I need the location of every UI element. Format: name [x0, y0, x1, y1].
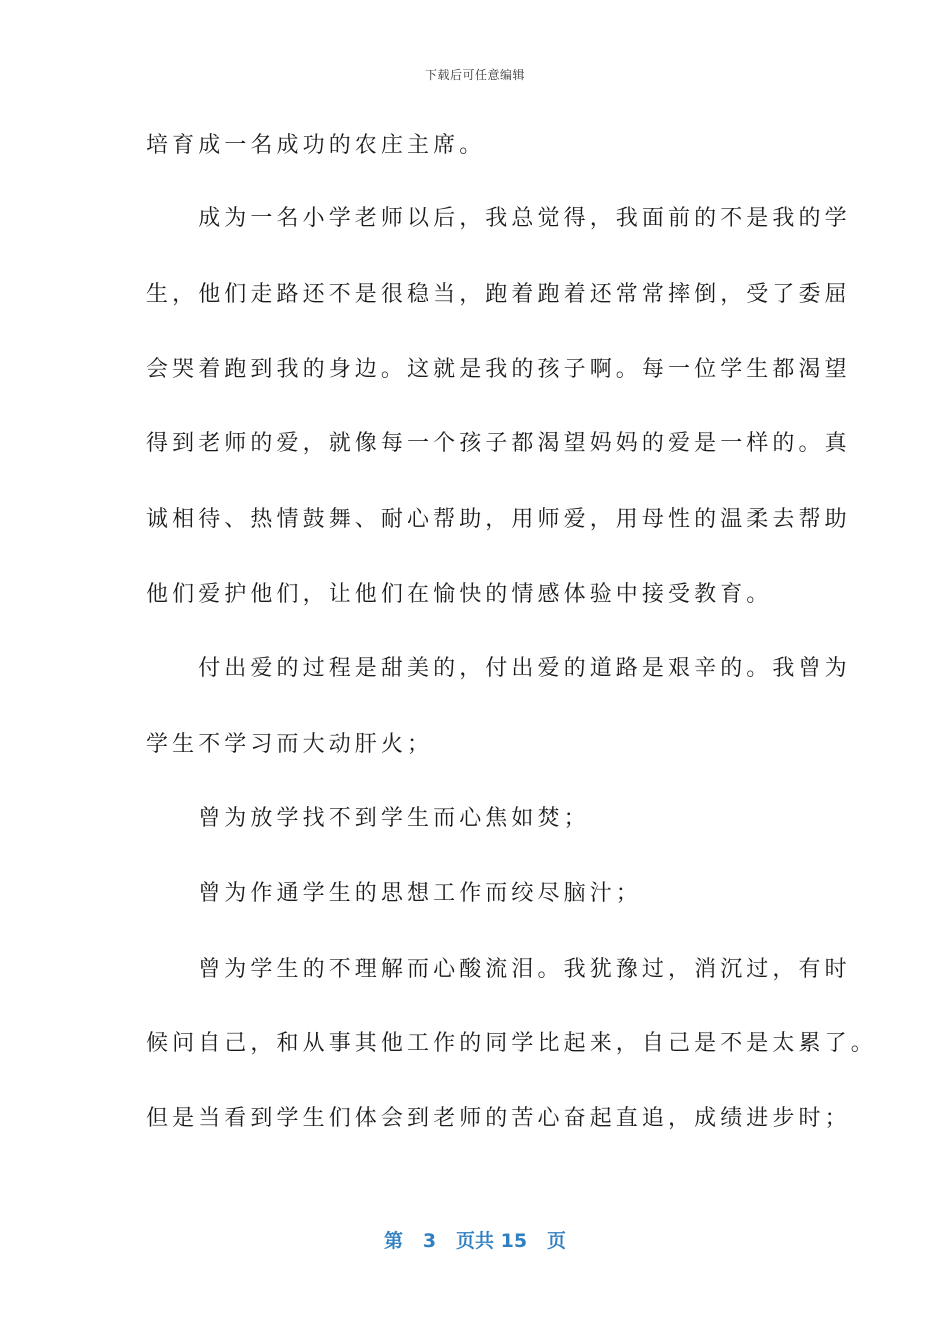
- body-line-5: 得到老师的爱，就像每一个孩子都渴望妈妈的爱是一样的。真: [146, 431, 851, 456]
- body-line-3: 生，他们走路还不是很稳当，跑着跑着还常常摔倒，受了委屈: [146, 282, 851, 307]
- body-line-8: 付出爱的过程是甜美的，付出爱的道路是艰辛的。我曾为: [146, 656, 851, 681]
- footer-middle: 页共: [456, 1230, 495, 1252]
- footer-total-pages: 15: [500, 1230, 528, 1252]
- body-line-1: 培育成一名成功的农庄主席。: [146, 133, 486, 158]
- body-line-9: 学生不学习而大动肝火；: [146, 732, 434, 757]
- footer-prefix: 第: [384, 1230, 404, 1252]
- body-line-14: 但是当看到学生们体会到老师的苦心奋起直追，成绩进步时；: [146, 1106, 851, 1131]
- page-header: 下载后可任意编辑: [424, 68, 525, 82]
- body-line-11: 曾为作通学生的思想工作而绞尽脑汁；: [146, 881, 642, 906]
- body-line-6: 诚相待、热情鼓舞、耐心帮助，用师爱，用母性的温柔去帮助: [146, 507, 851, 532]
- body-line-13: 候问自己，和从事其他工作的同学比起来，自己是不是太累了。: [146, 1031, 877, 1056]
- body-line-10: 曾为放学找不到学生而心焦如焚；: [146, 806, 590, 831]
- page-footer: [0, 1226, 950, 1253]
- footer-suffix: 页: [546, 1230, 566, 1252]
- body-line-7: 他们爱护他们，让他们在愉快的情感体验中接受教育。: [146, 582, 773, 607]
- body-line-4: 会哭着跑到我的身边。这就是我的孩子啊。每一位学生都渴望: [146, 357, 851, 382]
- footer-current-page: 3: [422, 1230, 437, 1252]
- body-line-12: 曾为学生的不理解而心酸流泪。我犹豫过，消沉过，有时: [146, 957, 851, 982]
- body-line-2: 成为一名小学老师以后，我总觉得，我面前的不是我的学: [146, 206, 851, 231]
